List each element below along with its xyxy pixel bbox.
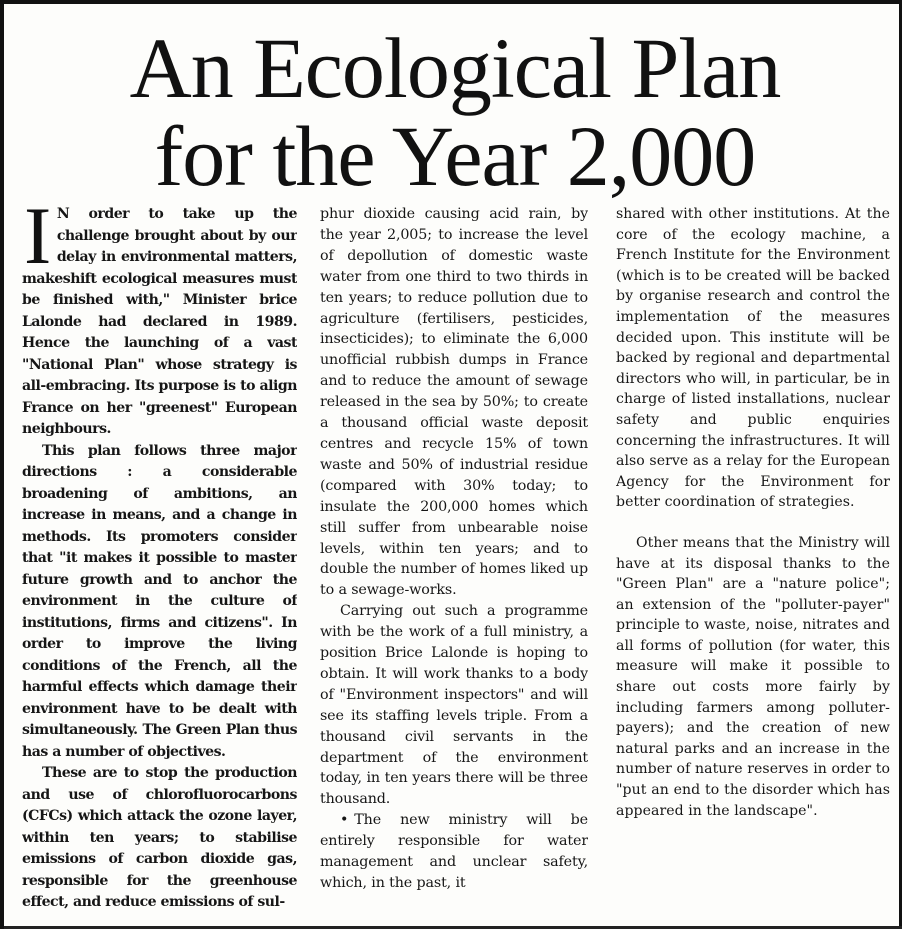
bullet-mark: • (340, 812, 349, 829)
column-2 (320, 204, 588, 929)
paragraph-other-means: Other means that the Ministry will have at its disposal thanks to the "Green Plan" are a "nature police"; an extension of the "polluter-payer" principle to waste, noise, nitrates and all forms of pollution (for water, this measure will make it possible to share out costs more fairly by including farmers among polluter-payers); and the creation of new natural parks and an increase in the number of nature reserves in order to "put an end to the disorder which has appeared in the landscape". (616, 534, 890, 819)
paragraph-directions: This plan follows three major directions : a considerable broadening of ambitions, an increase in means, and a change in methods. Its promoters consider that "it makes it possible to master future growth and to anchor the environment in the culture of institutions, firms and citizens". In order to improve the living conditions of the French, all the harmful effects which damage their environment have to be dealt with simultaneously. The Green Plan thus has a number of objectives. (22, 442, 297, 760)
article-body (22, 204, 892, 929)
paragraph-objectives-continued: phur dioxide causing acid rain, by the year 2,005; to increase the level of depollution of domestic waste water from one third to two thirds in ten years; to reduce pollution due to agriculture (fertilisers, pesticides, insecticides); to eliminate the 6,000 unofficial rubbish dumps in France and to reduce the amount of sewage released in the sea by 50%; to create a thousand official waste deposit centres and recycle 15% of town waste and 50% of industrial residue (compared with 30% today; to insulate the 200,000 homes which still suffer from unbearable noise levels, within ten years; and to double the number of homes liked up to a sewage-works. (320, 206, 588, 599)
headline (4, 20, 902, 204)
drop-cap: I (24, 204, 51, 281)
paragraph-new-ministry (320, 810, 588, 894)
column-1 (22, 204, 297, 929)
headline-line-2: for the Year 2,000 (154, 108, 756, 204)
paragraph-intro (22, 204, 297, 441)
column-3 (616, 204, 890, 929)
paragraph-new-ministry-text: The new ministry will be entirely responsible for water management and unclear safety, which, in the past, it (320, 812, 588, 891)
paragraph-objectives: These are to stop the production and use of chlorofluorocarbons (CFCs) which attack the ozone layer, within ten years; to stabilise emissions of carbon dioxide gas, responsible for the greenhouse effect, and reduce emissions of sul- (22, 765, 297, 910)
paragraph-institute: shared with other institutions. At the core of the ecology machine, a French Institute for the Environment (which is to be created will be backed by organise research and control the implementation of the measures decided upon. This institute will be backed by regional and departmental directors who will, in particular, be in charge of listed installations, nuclear safety and public enquiries concerning the infrastructures. It will also serve as a relay for the European Agency for the Environment for better coordination of strategies. (616, 206, 890, 511)
paragraph-ministry: Carrying out such a programme with be the work of a full ministry, a position Brice Lalonde is hoping to obtain. It will work thanks to a body of "Environment inspectors" and will see its staffing levels triple. From a thousand civil servants in the department of the environment today, in ten years there will be three thousand. (320, 603, 588, 808)
headline-line-1: An Ecological Plan (129, 20, 781, 116)
paragraph-intro-text: N order to take up the challenge brought about by our delay in environmental matters, makeshift ecological measures must be finished with," Minister brice Lalonde had declared in 1989. Hence the launching of a vast "National Plan" whose strategy is all-embracing. Its purpose is to align France on her "greenest" European neighbours. (22, 206, 297, 437)
